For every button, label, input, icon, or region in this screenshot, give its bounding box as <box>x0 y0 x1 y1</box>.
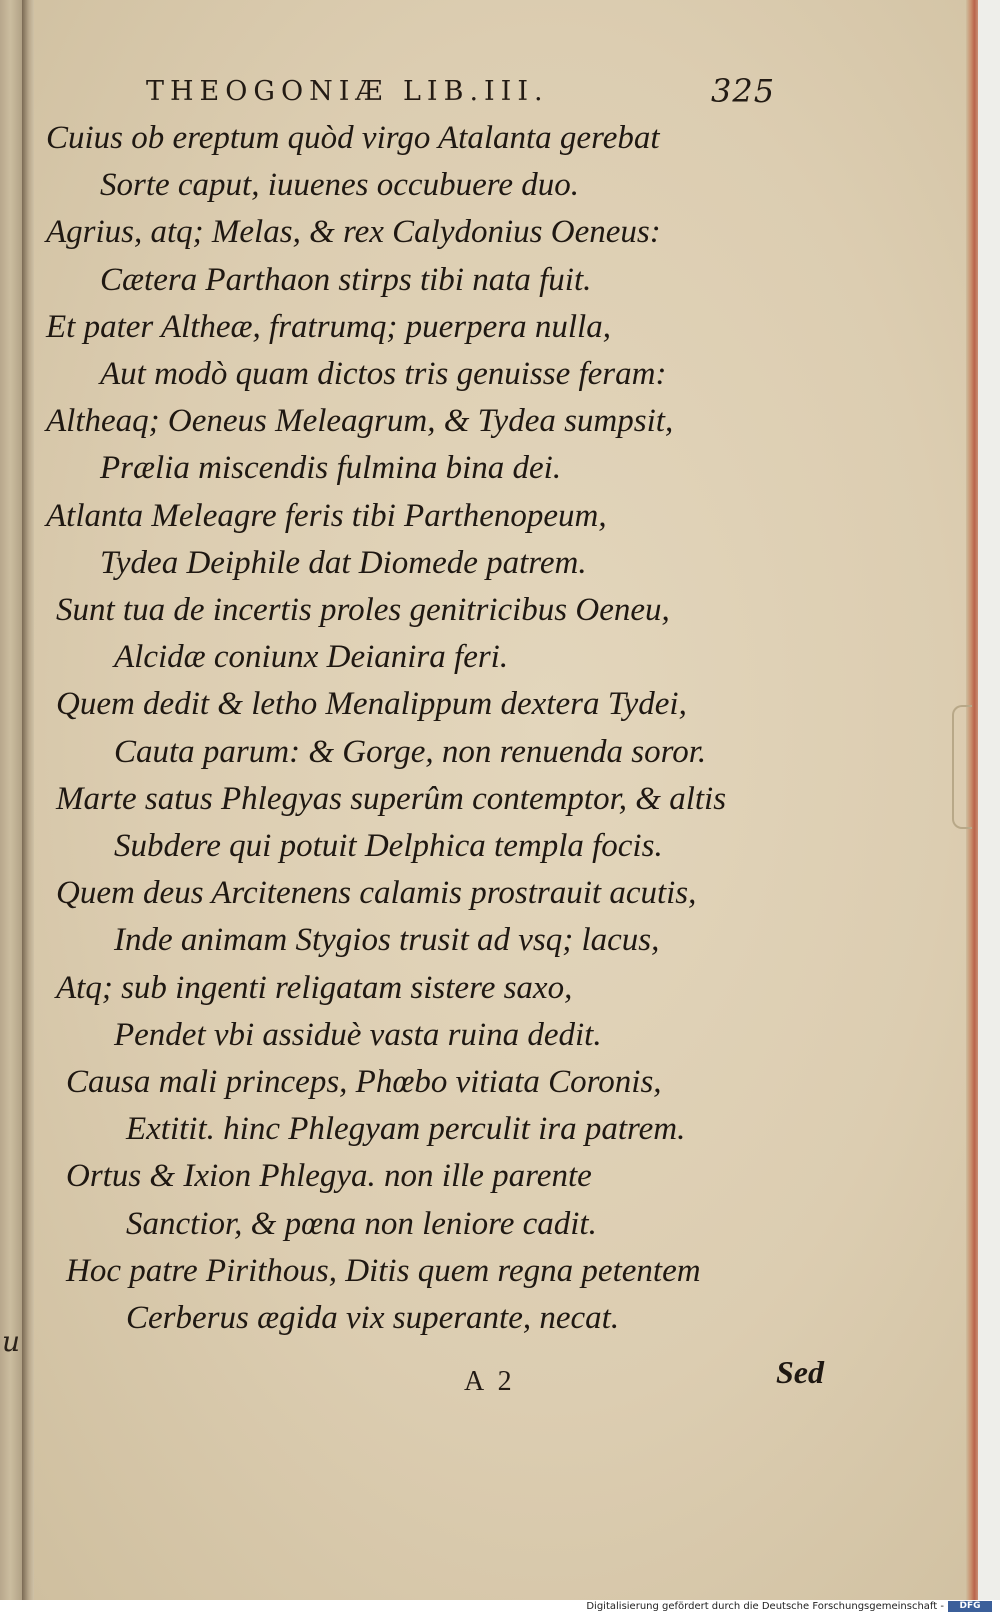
verse-line: Cætera Parthaon stirps tibi nata fuit. <box>100 261 592 298</box>
verse-line: Cerberus ægida vix superante, necat. <box>126 1300 620 1336</box>
verse-line: Ortus & Ixion Phlegya. non ille parente <box>66 1158 592 1195</box>
catchword: Sed <box>776 1354 824 1390</box>
running-head-title: THEOGONIÆ LIB.III. <box>146 76 549 107</box>
verse-line: Quem deus Arcitenens calamis prostrauit acutis, <box>56 875 697 912</box>
page-tab-mark <box>952 705 972 829</box>
left-page-fragment: u <box>2 1325 21 1358</box>
verse-line: Extitit. hinc Phlegyam perculit ira patrem. <box>126 1111 686 1148</box>
running-head <box>146 72 786 110</box>
verse-line: Cuius ob ereptum quòd virgo Atalanta gerebat <box>46 120 660 156</box>
verse-line: Tydea Deiphile dat Diomede patrem. <box>100 544 587 581</box>
verse-line: Sanctior, & pœna non leniore cadit. <box>126 1205 597 1242</box>
verse-line: Atlanta Meleagre feris tibi Parthenopeum, <box>46 497 607 534</box>
folio-number: 325 <box>711 72 776 110</box>
verse-line: Quem dedit & letho Menalippum dextera Tydei, <box>56 686 687 723</box>
verse-line: Agrius, atq; Melas, & rex Calydonius Oeneus: <box>46 214 661 251</box>
verse-line: Alcidæ coniunx Deianira feri. <box>114 639 509 676</box>
verse-line: Marte satus Phlegyas superûm contemptor, & altis <box>56 780 727 817</box>
verse-line: Et pater Altheæ, fratrumq; puerpera nulla, <box>46 308 611 345</box>
footer-credit: Digitalisierung gefördert durch die Deutsche Forschungsgemeinschaft - <box>586 1601 944 1612</box>
dfg-logo: DFG <box>948 1601 992 1612</box>
signature-mark: A 2 <box>464 1366 516 1397</box>
verse-line: Subdere qui potuit Delphica templa focis. <box>114 828 663 864</box>
verse-line: Sorte caput, iuuenes occubuere duo. <box>100 167 579 204</box>
verse-line: Altheaq; Oeneus Meleagrum, & Tydea sumpsit, <box>46 403 674 440</box>
verse-line: Hoc patre Pirithous, Ditis quem regna petentem <box>66 1252 701 1289</box>
verse-line: Sunt tua de incertis proles genitricibus Oeneu, <box>56 592 670 628</box>
verse-line: Prælia miscendis fulmina bina dei. <box>100 450 562 487</box>
verse-line: Aut modò quam dictos tris genuisse feram: <box>100 356 667 392</box>
verse-line: Inde animam Stygios trusit ad vsq; lacus, <box>114 922 660 959</box>
digitization-footer <box>0 1600 1000 1613</box>
verse-line: Pendet vbi assiduè vasta ruina dedit. <box>114 1016 602 1053</box>
verse-line: Causa mali princeps, Phœbo vitiata Coronis, <box>66 1064 662 1100</box>
verse-line: Cauta parum: & Gorge, non renuenda soror. <box>114 733 707 770</box>
verse-line: Atq; sub ingenti religatam sistere saxo, <box>56 969 573 1006</box>
scan-margin <box>978 0 1000 1600</box>
